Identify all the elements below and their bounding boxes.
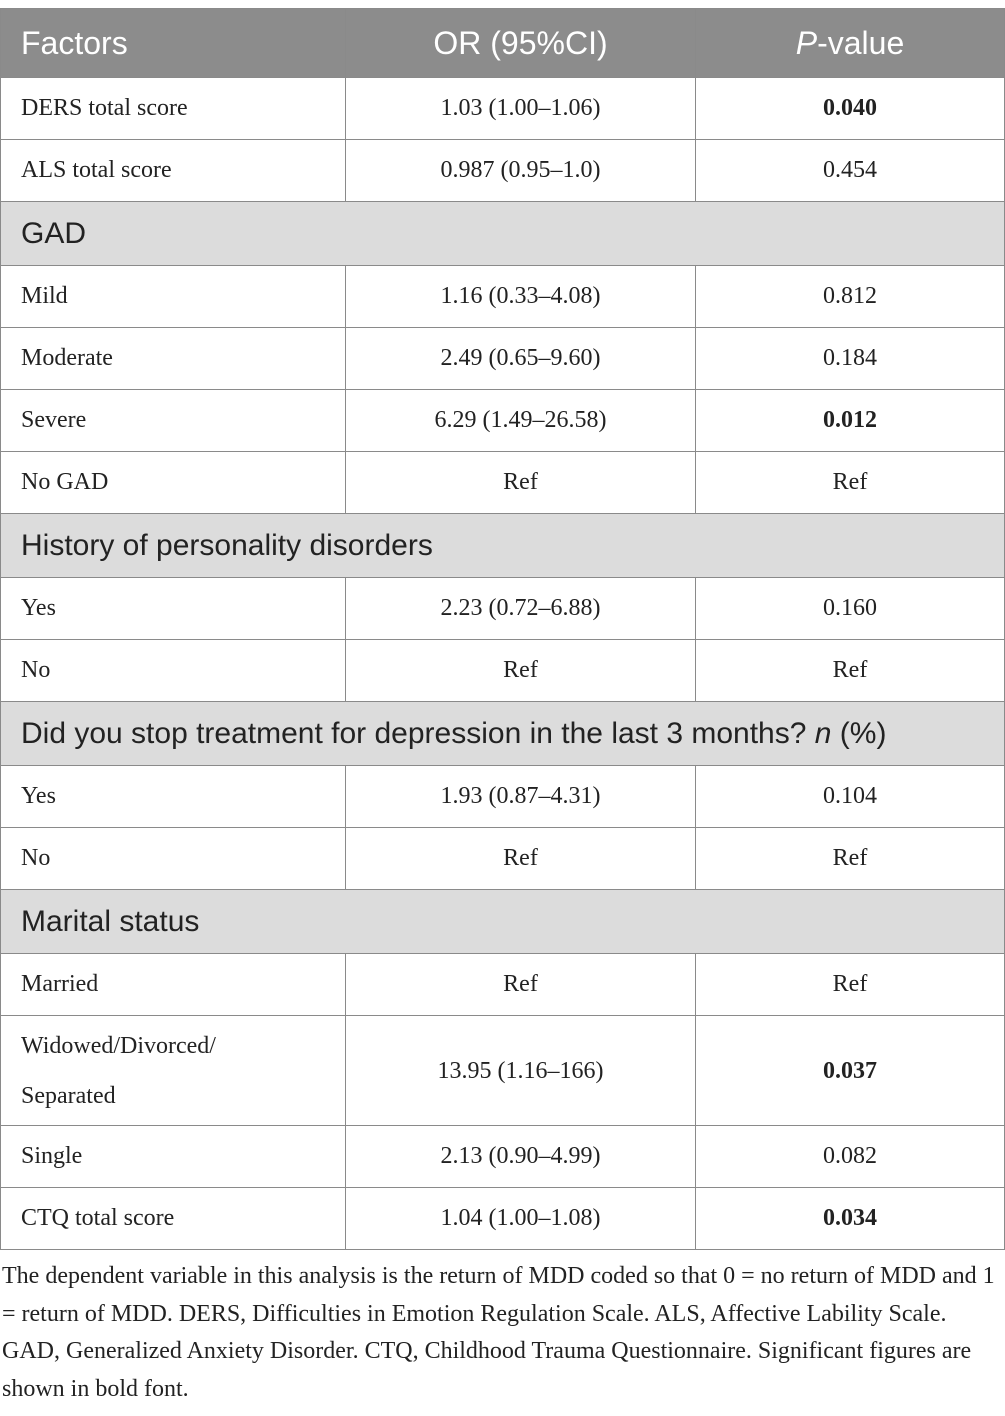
row-p: 0.082 — [696, 1126, 1005, 1188]
group-pct: (%) — [831, 716, 887, 750]
row-or: 2.23 (0.72–6.88) — [346, 578, 696, 640]
row-p: 0.184 — [696, 328, 1005, 390]
row-label: Single — [1, 1126, 346, 1188]
table-row — [1, 578, 1005, 640]
table-row — [1, 640, 1005, 702]
table-row — [1, 390, 1005, 452]
row-p: Ref — [696, 828, 1005, 890]
table-row — [1, 1126, 1005, 1188]
header-p-italic: P — [795, 24, 818, 61]
row-label: ALS total score — [1, 140, 346, 202]
row-p: 0.104 — [696, 766, 1005, 828]
group-text: Did you stop treatment for depression in the last 3 months? — [21, 716, 815, 750]
table-row — [1, 452, 1005, 514]
row-or: 1.03 (1.00–1.06) — [346, 78, 696, 140]
row-label: Yes — [1, 578, 346, 640]
header-or: OR (95%CI) — [346, 9, 696, 78]
row-p: 0.012 — [696, 390, 1005, 452]
row-p: Ref — [696, 954, 1005, 1016]
header-factors: Factors — [1, 9, 346, 78]
row-or: 6.29 (1.49–26.58) — [346, 390, 696, 452]
row-label: Yes — [1, 766, 346, 828]
table-row — [1, 78, 1005, 140]
row-p: 0.037 — [696, 1016, 1005, 1126]
row-p: 0.454 — [696, 140, 1005, 202]
table-row — [1, 1188, 1005, 1250]
group-row — [1, 202, 1005, 266]
row-label-line2: Separated — [21, 1082, 116, 1109]
group-row — [1, 702, 1005, 766]
row-p: 0.160 — [696, 578, 1005, 640]
group-row — [1, 890, 1005, 954]
row-label: Mild — [1, 266, 346, 328]
row-or: 13.95 (1.16–166) — [346, 1016, 696, 1126]
group-n-italic: n — [814, 716, 832, 750]
row-or: 2.13 (0.90–4.99) — [346, 1126, 696, 1188]
row-or: Ref — [346, 954, 696, 1016]
group-label-gad: GAD — [1, 202, 1005, 266]
table-row — [1, 266, 1005, 328]
row-label: CTQ total score — [1, 1188, 346, 1250]
row-label: No — [1, 640, 346, 702]
header-p-value — [696, 9, 1005, 78]
table-row — [1, 954, 1005, 1016]
table-header — [1, 9, 1005, 78]
row-label-line1: Widowed/Divorced/ — [21, 1032, 216, 1059]
group-row — [1, 514, 1005, 578]
group-label-marital: Marital status — [1, 890, 1005, 954]
group-label-stop-treatment — [1, 702, 1005, 766]
row-or: Ref — [346, 640, 696, 702]
row-p: Ref — [696, 640, 1005, 702]
table-row — [1, 828, 1005, 890]
row-or: Ref — [346, 828, 696, 890]
row-or: Ref — [346, 452, 696, 514]
row-label: No GAD — [1, 452, 346, 514]
row-or: 1.16 (0.33–4.08) — [346, 266, 696, 328]
row-label: Severe — [1, 390, 346, 452]
row-p: 0.034 — [696, 1188, 1005, 1250]
row-or: 1.04 (1.00–1.08) — [346, 1188, 696, 1250]
row-or: 1.93 (0.87–4.31) — [346, 766, 696, 828]
row-p: Ref — [696, 452, 1005, 514]
row-label: No — [1, 828, 346, 890]
table-row — [1, 328, 1005, 390]
row-p: 0.040 — [696, 78, 1005, 140]
table-row — [1, 140, 1005, 202]
group-label-personality: History of personality disorders — [1, 514, 1005, 578]
header-p-rest: -value — [817, 24, 905, 61]
results-table — [0, 8, 1005, 1250]
table-footnote: The dependent variable in this analysis is the return of MDD coded so that 0 = no return of MDD and 1 = return of MDD. DERS, Difficulties in Emotion Regulation Scale. ALS, Affective Lability Scale. GAD, Generalized Anxiety Disorder. CTQ, Childhood Trauma Questionnaire. Significant figures are shown in bold font. — [2, 1263, 995, 1402]
table-row — [1, 766, 1005, 828]
row-label: DERS total score — [1, 78, 346, 140]
row-p: 0.812 — [696, 266, 1005, 328]
table-row — [1, 1016, 1005, 1126]
row-label: Married — [1, 954, 346, 1016]
row-or: 2.49 (0.65–9.60) — [346, 328, 696, 390]
row-or: 0.987 (0.95–1.0) — [346, 140, 696, 202]
row-label: Moderate — [1, 328, 346, 390]
row-label — [1, 1016, 346, 1126]
